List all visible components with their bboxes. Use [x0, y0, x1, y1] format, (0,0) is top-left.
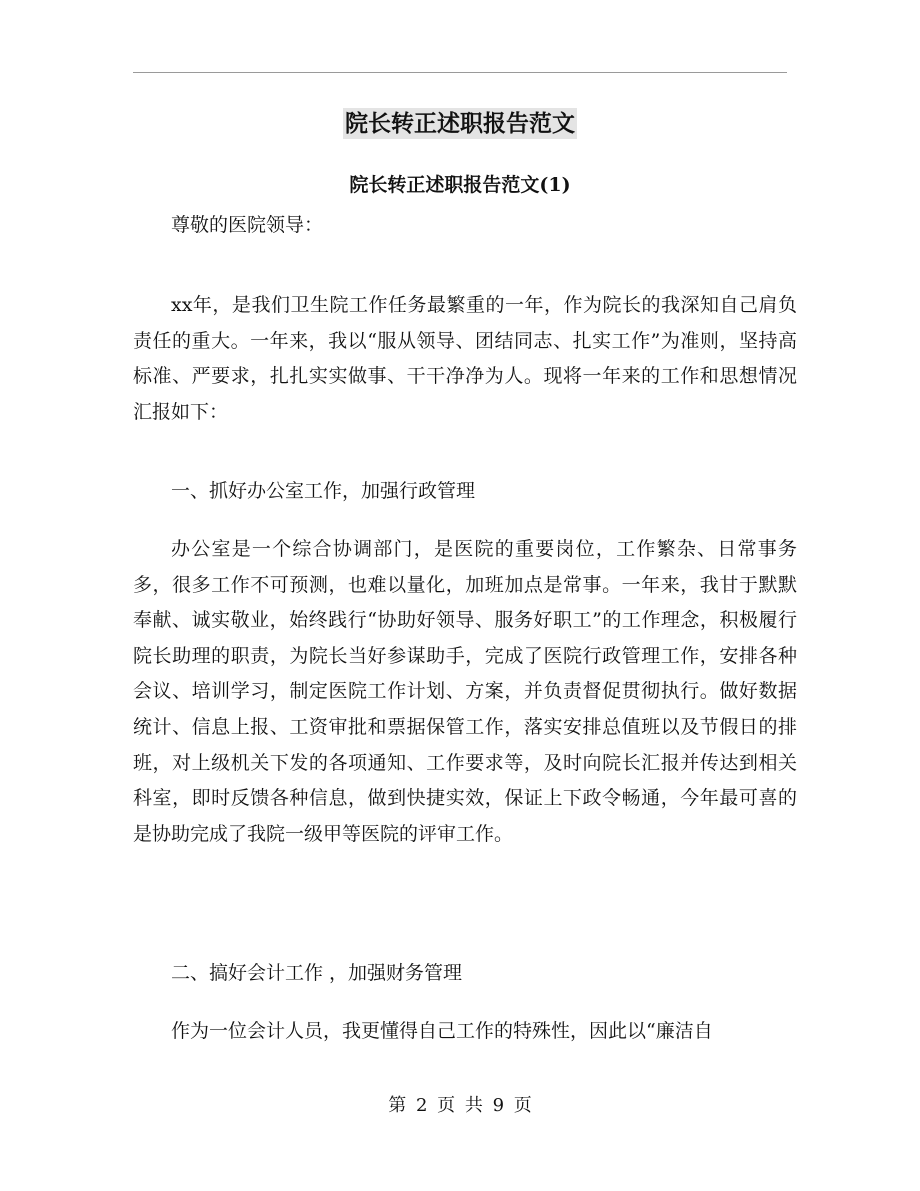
- heading-office-work: 一、抓好办公室工作，加强行政管理: [171, 480, 476, 502]
- intro-paragraph: xx年，是我们卫生院工作任务最繁重的一年，作为院长的我深知自己肩负责任的重大。一年来，我以“服从领导、团结同志、扎实工作”为准则，坚持高标准、严要求，扎扎实实做事、干干净净为人。现将一年来的工作和思想情况汇报如下：: [133, 294, 797, 423]
- document-title-text: 院长转正述职报告范文: [345, 110, 575, 137]
- office-work-paragraph: 办公室是一个综合协调部门，是医院的重要岗位，工作繁杂、日常事务多，很多工作不可预测，也难以量化，加班加点是常事。一年来，我甘于默默奉献、诚实敬业，始终践行“协助好领导、服务好职工”的工作理念，积极履行院长助理的职责，为院长当好参谋助手，完成了医院行政管理工作，安排各种会议、培训学习，制定医院工作计划、方案，并负责督促贯彻执行。做好数据统计、信息上报、工资审批和票据保管工作，落实安排总值班以及节假日的排班，对上级机关下发的各项通知、工作要求等，及时向院长汇报并传达到相关科室，即时反馈各种信息，做到快捷实效，保证上下政令畅通，今年最可喜的是协助完成了我院一级甲等医院的评审工作。: [133, 538, 797, 845]
- section-title: 院长转正述职报告范文(1): [349, 174, 571, 196]
- page-number-footer: 第 2 页 共 9 页: [388, 1095, 532, 1116]
- document-title: [0, 106, 920, 142]
- heading-accounting-work: 二、搞好会计工作 ，加强财务管理: [171, 962, 463, 984]
- header-rule: [133, 72, 787, 73]
- accounting-paragraph: 作为一位会计人员，我更懂得自己工作的特殊性，因此以“廉洁自: [171, 1020, 713, 1042]
- greeting-paragraph: 尊敬的医院领导：: [171, 214, 324, 236]
